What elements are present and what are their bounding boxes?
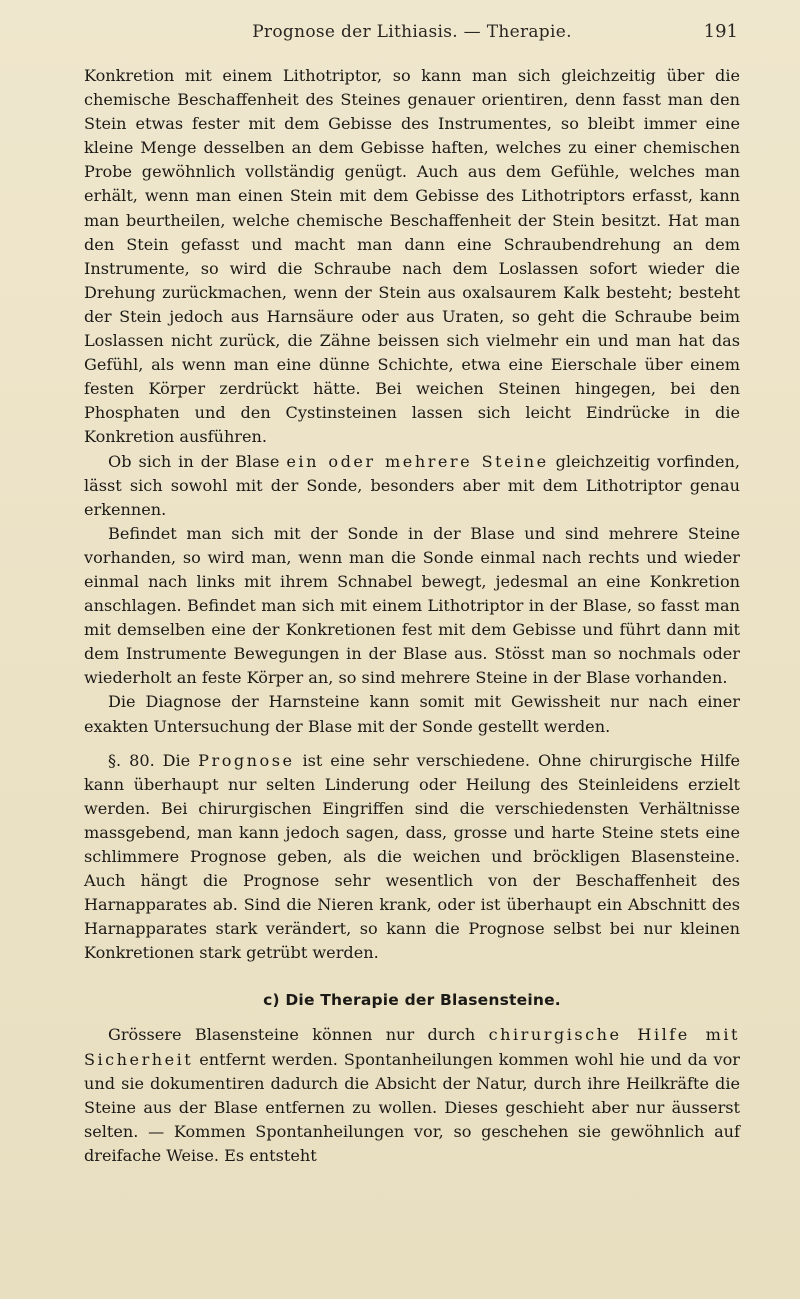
section-heading: c) Die Therapie der Blasensteine.	[263, 991, 561, 1010]
paragraph-text: Grössere Blasensteine können nur durch	[108, 1025, 476, 1045]
paragraph-text: ist eine sehr verschiedene. Ohne chirurgische Hilfe kann überhaupt nur selten Linderung oder Heilung des Steinleidens erzielt werden. Bei chirurgischen Eingriffen sind die verschiedensten Verhältnisse massgebend, man kann jedoch sagen, dass, grosse und harte Steine stets eine schlimmere Prognose geben, als die weichen und bröckligen Blasensteine. Auch hängt die Prognose sehr wesentlich von der Beschaffenheit des Harnapparates ab. Sind die Nieren krank, oder ist überhaupt ein Abschnitt des Harnapparates stark verändert, so kann die Prognose selbst bei nur kleinen Konkretionen stark getrübt werden.	[84, 750, 740, 963]
paragraph-diagnosis: Die Diagnose der Harnsteine kann somit mit Gewissheit nur nach einer exakten Untersuchung der Blase mit der Sonde gestellt werden.	[84, 692, 740, 736]
paragraph-sonde-examination: Befindet man sich mit der Sonde in der Blase und sind mehrere Steine vorhanden, so wird man, wenn man die Sonde einmal nach rechts und wieder einmal nach links mit ihrem Schnabel bewegt, jedesmal an eine Konkretion anschlagen. Befindet man sich mit einem Lithotriptor in der Blase, so fasst man mit demselben eine der Konkretionen fest mit dem Gebisse und führt dann mit dem Instrumente Bewegungen in der Blase aus. Stösst man so nochmals oder wiederholt an feste Körper an, so sind mehrere Steine in der Blase vorhanden.	[84, 523, 740, 688]
paragraph-lithotriptor-continuation: Konkretion mit einem Lithotriptor, so kann man sich gleichzeitig über die chemische Beschaffenheit des Steines genauer orientiren, denn fasst man den Stein etwas fester mit dem Gebisse des Instrumentes, so bleibt immer eine kleine Menge desselben an dem Gebisse haften, welches zu einer chemischen Probe gewöhnlich vollständig genügt. Auch aus dem Gefühle, welches man erhält, wenn man einen Stein mit dem Gebisse des Lithotriptors erfasst, kann man beurtheilen, welche chemische Beschaffenheit der Stein besitzt. Hat man den Stein gefasst und macht man dann eine Schraubendrehung an dem Instrumente, so wird die Schraube nach dem Loslassen sofort wieder die Drehung zurückmachen, wenn der Stein aus oxalsaurem Kalk besteht; besteht der Stein jedoch aus Harnsäure oder aus Uraten, so geht die Schraube beim Loslassen nicht zurück, die Zähne beissen sich vielmehr ein und man hat das Gefühl, als wenn man eine dünne Schichte, etwa eine Eierschale über einem festen Körper zerdrückt hätte. Bei weichen Steinen hingegen, bei den Phosphaten und den Cystinsteinen lassen sich leicht Eindrücke in die Konkretion ausführen.	[84, 66, 740, 447]
paragraph-number-of-stones	[84, 450, 740, 522]
paragraph-text: entfernt werden. Spontanheilungen kommen wohl hie und da vor und sie dokumentiren dadurch die Absicht der Natur, durch ihre Heilkräfte die Steine aus der Blase entfernen zu wollen. Dieses geschieht aber nur äusserst selten. — Kommen Spontanheilungen vor, so geschehen sie gewöhnlich auf dreifache Weise. Es entsteht	[84, 1049, 740, 1165]
running-header	[84, 22, 740, 52]
running-title: Prognose der Lithiasis. — Therapie.	[252, 22, 572, 42]
paragraph-text: Ob sich in der Blase	[108, 451, 280, 471]
emphasized-text: chirurgische Hilfe mit Sicherheit	[84, 1025, 740, 1069]
paragraph-text: gleichzeitig vorfinden, lässt sich sowohl mit der Sonde, besonders aber mit dem Lithotriptor genau erkennen.	[84, 451, 740, 519]
emphasized-text: ein oder mehrere Steine	[286, 451, 549, 471]
section-number: §. 80. Die	[108, 750, 191, 770]
paragraph-therapy	[84, 1023, 740, 1168]
page-number: 191	[703, 21, 738, 42]
emphasized-text: Prognose	[198, 750, 295, 770]
paragraph-prognosis	[84, 749, 740, 966]
body-text	[84, 64, 740, 1168]
